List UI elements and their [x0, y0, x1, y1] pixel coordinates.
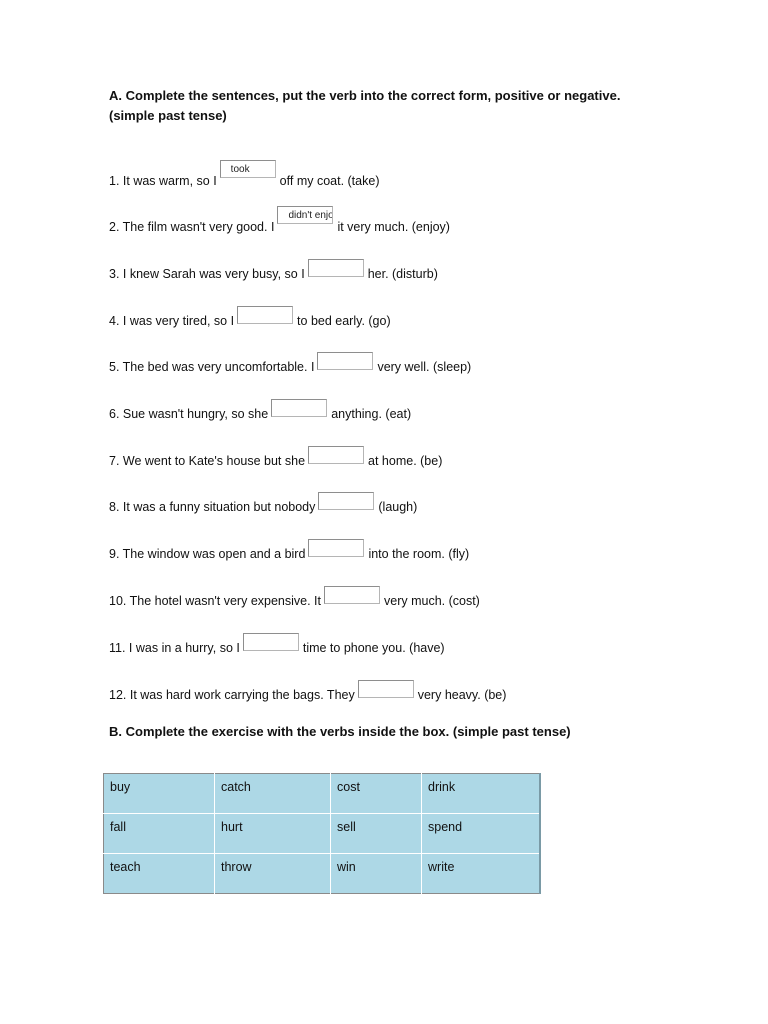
sentence-text-before: 2. The film wasn't very good. I — [109, 220, 275, 234]
section-b-heading: B. Complete the exercise with the verbs inside the box. (simple past tense) — [109, 724, 571, 739]
verb-row — [104, 854, 540, 894]
verb-cell: buy — [104, 774, 215, 814]
answer-input-3[interactable] — [308, 259, 364, 277]
sentence-4 — [109, 308, 391, 329]
sentence-3 — [109, 261, 438, 282]
answer-input-2[interactable] — [277, 206, 333, 224]
sentence-text-before: 1. It was warm, so I — [109, 174, 217, 188]
sentence-text-before: 11. I was in a hurry, so I — [109, 641, 240, 655]
sentence-text-before: 8. It was a funny situation but nobody — [109, 500, 316, 514]
sentence-text-after: time to phone you. (have) — [302, 641, 445, 655]
sentence-text-before: 7. We went to Kate's house but she — [109, 454, 306, 468]
sentence-text-before: 9. The window was open and a bird — [109, 547, 306, 561]
verb-row — [104, 774, 540, 814]
sentence-9 — [109, 541, 469, 562]
verb-cell: catch — [215, 774, 331, 814]
verb-cell: hurt — [215, 814, 331, 854]
sentence-7 — [109, 448, 442, 469]
verb-cell: write — [422, 854, 540, 894]
sentence-6 — [109, 401, 411, 422]
verb-cell: win — [331, 854, 422, 894]
verb-cell: cost — [331, 774, 422, 814]
answer-input-6[interactable] — [271, 399, 327, 417]
sentence-5 — [109, 354, 471, 375]
verb-cell: sell — [331, 814, 422, 854]
answer-input-1[interactable] — [220, 160, 276, 178]
verb-box-table — [103, 773, 541, 894]
sentence-text-before: 6. Sue wasn't hungry, so she — [109, 407, 269, 421]
sentence-text-after: very well. (sleep) — [377, 360, 472, 374]
sentence-text-after: to bed early. (go) — [297, 314, 391, 328]
answer-input-7[interactable] — [308, 446, 364, 464]
sentence-11 — [109, 635, 445, 656]
verb-cell: spend — [422, 814, 540, 854]
answer-input-11[interactable] — [243, 633, 299, 651]
sentence-1 — [109, 168, 379, 189]
sentence-text-after: very heavy. (be) — [417, 688, 507, 702]
sentence-text-after: off my coat. (take) — [279, 174, 380, 188]
sentence-text-before: 10. The hotel wasn't very expensive. It — [109, 594, 321, 608]
section-a-heading: A. Complete the sentences, put the verb into the correct form, positive or negative. (simple past tense) — [109, 88, 621, 123]
sentence-text-after: very much. (cost) — [384, 594, 480, 608]
sentence-text-after: her. (disturb) — [367, 267, 438, 281]
sentence-text-before: 4. I was very tired, so I — [109, 314, 235, 328]
sentence-text-after: it very much. (enjoy) — [337, 220, 450, 234]
sentence-10 — [109, 588, 480, 609]
verb-row — [104, 814, 540, 854]
answer-input-9[interactable] — [308, 539, 364, 557]
sentence-2 — [109, 214, 450, 235]
sentence-8 — [109, 494, 417, 515]
sentence-text-after: at home. (be) — [368, 454, 443, 468]
sentence-text-before: 5. The bed was very uncomfortable. I — [109, 360, 315, 374]
sentence-text-before: 12. It was hard work carrying the bags. They — [109, 688, 355, 702]
sentence-text-after: into the room. (fly) — [368, 547, 470, 561]
verb-cell: throw — [215, 854, 331, 894]
answer-input-12[interactable] — [358, 680, 414, 698]
answer-input-5[interactable] — [317, 352, 373, 370]
sentence-12 — [109, 682, 506, 703]
sentence-text-after: anything. (eat) — [331, 407, 412, 421]
answer-input-4[interactable] — [237, 306, 293, 324]
sentence-text-after: (laugh) — [378, 500, 418, 514]
sentence-text-before: 3. I knew Sarah was very busy, so I — [109, 267, 305, 281]
verb-cell: teach — [104, 854, 215, 894]
answer-input-8[interactable] — [318, 492, 374, 510]
verb-cell: fall — [104, 814, 215, 854]
answer-input-10[interactable] — [324, 586, 380, 604]
verb-cell: drink — [422, 774, 540, 814]
